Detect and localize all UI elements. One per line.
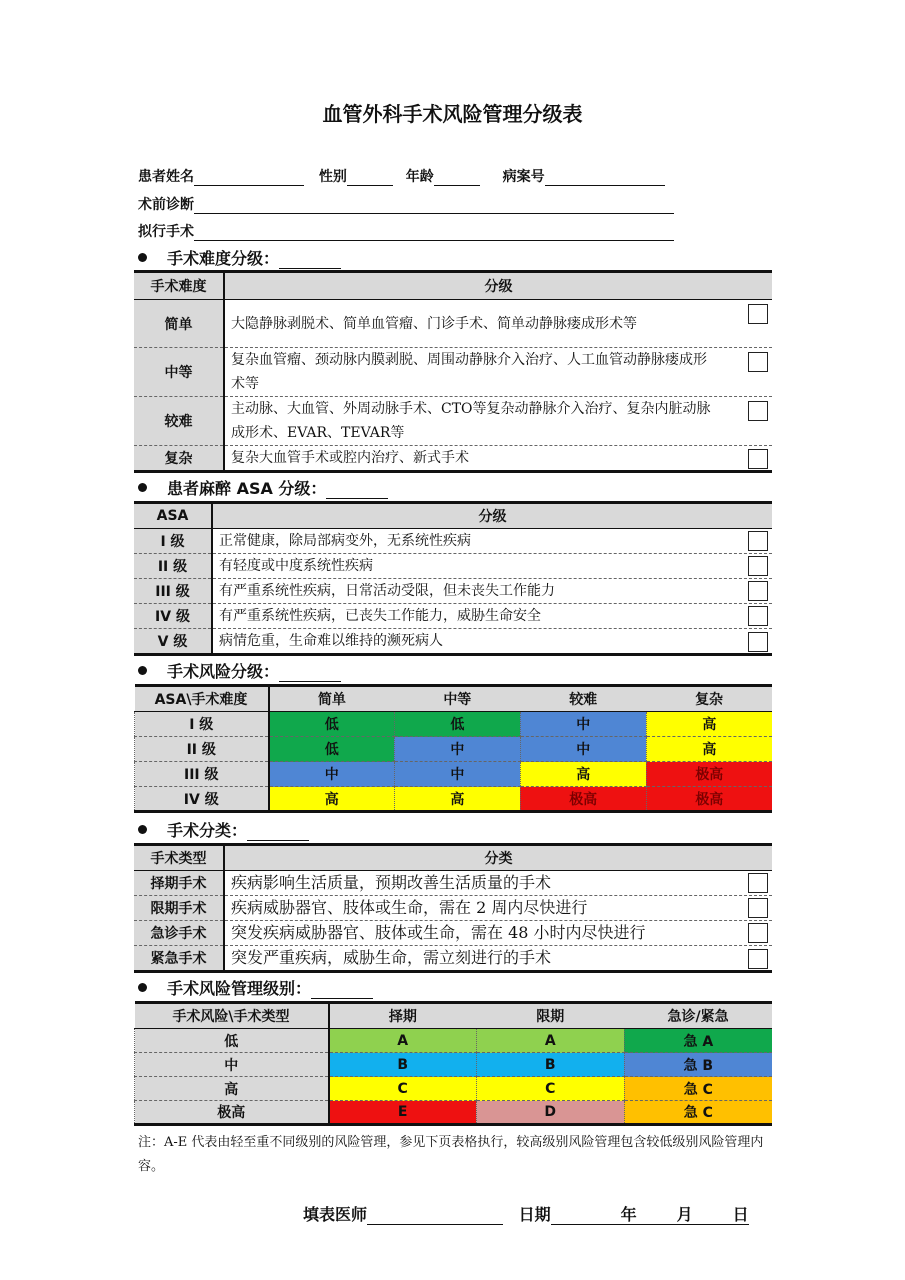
row-label: III 级 xyxy=(134,579,212,604)
date-label: 日期 xyxy=(518,1205,551,1224)
checkbox[interactable] xyxy=(748,606,768,626)
table-row xyxy=(134,629,772,655)
risk-cell: 高 xyxy=(269,787,395,812)
asa-heading xyxy=(138,476,388,499)
risk-cell: 高 xyxy=(646,712,772,737)
doctor-field[interactable] xyxy=(367,1210,503,1225)
table-row xyxy=(134,604,772,629)
row-desc: 主动脉、大血管、外周动脉手术、CTO等复杂动静脉介入治疗、复杂内脏动脉成形术、EVAR、TEVAR等 xyxy=(231,401,711,441)
bullet-icon xyxy=(138,253,147,262)
management-cell: A xyxy=(476,1029,624,1053)
asa-heading-text: 患者麻醉 ASA 分级： xyxy=(167,479,327,498)
year-label: 年 xyxy=(620,1205,637,1224)
difficulty-col-label: 手术难度 xyxy=(134,272,224,300)
year-field[interactable] xyxy=(551,1210,621,1225)
risk-cell: 低 xyxy=(394,712,520,737)
checkbox[interactable] xyxy=(748,873,768,893)
table-row xyxy=(135,762,773,787)
checkbox[interactable] xyxy=(748,556,768,576)
row-desc: 疾病威胁器官、肢体或生命，需在 2 周内尽快进行 xyxy=(231,898,588,917)
management-heading-text: 手术风险管理级别： xyxy=(167,979,312,998)
row-desc: 有严重系统性疾病，日常活动受限，但未丧失工作能力 xyxy=(219,583,555,599)
management-cell: B xyxy=(329,1053,477,1077)
patient-info-row xyxy=(138,166,665,186)
management-cell: A xyxy=(329,1029,477,1053)
row-desc: 大隐静脉剥脱术、简单血管瘤、门诊手术、简单动静脉瘘成形术等 xyxy=(231,315,637,332)
signature-row xyxy=(303,1202,749,1225)
record-field[interactable] xyxy=(545,171,665,186)
bullet-icon xyxy=(138,825,147,834)
month-label: 月 xyxy=(676,1205,693,1224)
bullet-icon xyxy=(138,483,147,492)
management-answer-field[interactable] xyxy=(311,984,373,999)
management-cell: D xyxy=(476,1101,624,1125)
difficulty-heading-text: 手术难度分级： xyxy=(167,249,280,268)
management-col-header: 择期 xyxy=(329,1003,477,1029)
age-field[interactable] xyxy=(434,171,480,186)
row-desc: 复杂血管瘤、颈动脉内膜剥脱、周围动静脉介入治疗、人工血管动静脉瘘成形术等 xyxy=(231,352,707,392)
category-heading xyxy=(138,818,309,841)
category-col-grade: 分类 xyxy=(224,845,772,871)
checkbox[interactable] xyxy=(748,923,768,943)
row-desc: 有严重系统性疾病，已丧失工作能力，威胁生命安全 xyxy=(219,608,541,624)
footnote: 注：A-E 代表由轻至重不同级别的风险管理，参见下页表格执行，较高级别风险管理包含较低级别风险管理内容。 xyxy=(138,1135,764,1174)
risk-cell: 极高 xyxy=(646,787,772,812)
row-label: 择期手术 xyxy=(134,871,224,896)
row-label: I 级 xyxy=(135,712,269,737)
table-row xyxy=(134,397,772,446)
management-matrix xyxy=(134,1001,772,1126)
row-label: IV 级 xyxy=(134,604,212,629)
difficulty-col-grade: 分级 xyxy=(224,272,772,300)
risk-corner: ASA\手术难度 xyxy=(135,686,269,712)
category-table xyxy=(134,843,772,973)
bullet-icon xyxy=(138,666,147,675)
row-label: IV 级 xyxy=(135,787,269,812)
sex-label: 性别 xyxy=(318,169,347,185)
age-label: 年龄 xyxy=(405,169,434,185)
table-row xyxy=(134,946,772,972)
row-label: 中 xyxy=(135,1053,329,1077)
checkbox[interactable] xyxy=(748,581,768,601)
difficulty-answer-field[interactable] xyxy=(279,254,341,269)
risk-heading xyxy=(138,659,341,682)
name-label: 患者姓名 xyxy=(138,169,194,185)
asa-col-grade: 分级 xyxy=(212,503,772,529)
day-label: 日 xyxy=(732,1205,749,1224)
row-label: 急诊手术 xyxy=(134,921,224,946)
table-row xyxy=(135,787,773,812)
table-row xyxy=(134,529,772,554)
asa-table xyxy=(134,501,772,656)
surgery-label: 拟行手术 xyxy=(138,224,194,240)
management-cell: 急 C xyxy=(624,1101,772,1125)
row-desc: 正常健康，除局部病变外，无系统性疾病 xyxy=(219,533,471,549)
name-field[interactable] xyxy=(194,171,304,186)
management-cell: 急 C xyxy=(624,1077,772,1101)
row-desc: 病情危重，生命难以维持的濒死病人 xyxy=(219,633,443,649)
risk-cell: 中 xyxy=(394,737,520,762)
risk-cell: 中 xyxy=(520,712,646,737)
table-row xyxy=(135,1077,773,1101)
row-desc: 疾病影响生活质量，预期改善生活质量的手术 xyxy=(231,873,552,892)
risk-col-header: 简单 xyxy=(269,686,395,712)
category-col-label: 手术类型 xyxy=(134,845,224,871)
risk-col-header: 复杂 xyxy=(646,686,772,712)
row-label: 紧急手术 xyxy=(134,946,224,972)
diagnosis-label: 术前诊断 xyxy=(138,197,194,213)
table-row xyxy=(135,737,773,762)
table-row xyxy=(134,554,772,579)
management-col-header: 限期 xyxy=(476,1003,624,1029)
row-label: II 级 xyxy=(135,737,269,762)
risk-cell: 中 xyxy=(269,762,395,787)
management-col-header: 急诊/紧急 xyxy=(624,1003,772,1029)
doctor-label: 填表医师 xyxy=(303,1205,368,1224)
table-row xyxy=(134,300,772,348)
management-heading xyxy=(138,976,373,999)
row-label: 简单 xyxy=(134,300,224,348)
management-cell: 急 B xyxy=(624,1053,772,1077)
checkbox[interactable] xyxy=(748,352,768,372)
page-title: 血管外科手术风险管理分级表 xyxy=(322,102,583,126)
diagnosis-field[interactable] xyxy=(194,199,674,214)
row-label: 复杂 xyxy=(134,446,224,472)
table-row xyxy=(134,348,772,397)
row-label: 较难 xyxy=(134,397,224,446)
management-cell: C xyxy=(329,1077,477,1101)
month-field[interactable] xyxy=(637,1210,677,1225)
table-row xyxy=(134,896,772,921)
row-desc: 突发严重疾病，威胁生命，需立刻进行的手术 xyxy=(231,948,552,967)
risk-cell: 低 xyxy=(269,712,395,737)
table-row xyxy=(134,579,772,604)
management-cell: 急 A xyxy=(624,1029,772,1053)
risk-cell: 极高 xyxy=(646,762,772,787)
risk-answer-field[interactable] xyxy=(279,667,341,682)
risk-cell: 低 xyxy=(269,737,395,762)
row-desc: 突发疾病威胁器官、肢体或生命，需在 48 小时内尽快进行 xyxy=(231,923,646,942)
management-cell: B xyxy=(476,1053,624,1077)
row-label: 极高 xyxy=(135,1101,329,1125)
risk-col-header: 中等 xyxy=(394,686,520,712)
risk-cell: 高 xyxy=(646,737,772,762)
day-field[interactable] xyxy=(693,1210,733,1225)
checkbox[interactable] xyxy=(748,898,768,918)
asa-col-label: ASA xyxy=(134,503,212,529)
risk-cell: 极高 xyxy=(520,787,646,812)
row-label: 中等 xyxy=(134,348,224,397)
risk-col-header: 较难 xyxy=(520,686,646,712)
surgery-row xyxy=(138,221,674,241)
diagnosis-row xyxy=(138,194,674,214)
difficulty-heading xyxy=(138,246,341,269)
row-label: II 级 xyxy=(134,554,212,579)
category-answer-field[interactable] xyxy=(247,826,309,841)
table-row xyxy=(134,921,772,946)
management-cell: E xyxy=(329,1101,477,1125)
asa-answer-field[interactable] xyxy=(326,484,388,499)
bullet-icon xyxy=(138,983,147,992)
table-row xyxy=(134,871,772,896)
difficulty-table xyxy=(134,270,772,473)
table-row xyxy=(135,712,773,737)
management-corner: 手术风险\手术类型 xyxy=(135,1003,329,1029)
checkbox[interactable] xyxy=(748,304,768,324)
risk-matrix xyxy=(134,684,772,813)
row-label: III 级 xyxy=(135,762,269,787)
risk-cell: 高 xyxy=(394,787,520,812)
checkbox[interactable] xyxy=(748,401,768,421)
table-row xyxy=(135,1101,773,1125)
row-label: 低 xyxy=(135,1029,329,1053)
table-row xyxy=(134,446,772,472)
row-label: 高 xyxy=(135,1077,329,1101)
row-desc: 复杂大血管手术或腔内治疗、新式手术 xyxy=(231,450,469,466)
row-label: I 级 xyxy=(134,529,212,554)
table-row xyxy=(135,1029,773,1053)
category-heading-text: 手术分类： xyxy=(167,821,248,840)
management-cell: C xyxy=(476,1077,624,1101)
row-label: V 级 xyxy=(134,629,212,655)
risk-cell: 高 xyxy=(520,762,646,787)
row-label: 限期手术 xyxy=(134,896,224,921)
row-desc: 有轻度或中度系统性疾病 xyxy=(219,558,373,574)
checkbox[interactable] xyxy=(748,949,768,969)
checkbox[interactable] xyxy=(748,531,768,551)
risk-heading-text: 手术风险分级： xyxy=(167,662,280,681)
checkbox[interactable] xyxy=(748,632,768,652)
record-label: 病案号 xyxy=(502,169,545,185)
surgery-field[interactable] xyxy=(194,226,674,241)
sex-field[interactable] xyxy=(347,171,393,186)
checkbox[interactable] xyxy=(748,449,768,469)
risk-cell: 中 xyxy=(394,762,520,787)
table-row xyxy=(135,1053,773,1077)
risk-cell: 中 xyxy=(520,737,646,762)
